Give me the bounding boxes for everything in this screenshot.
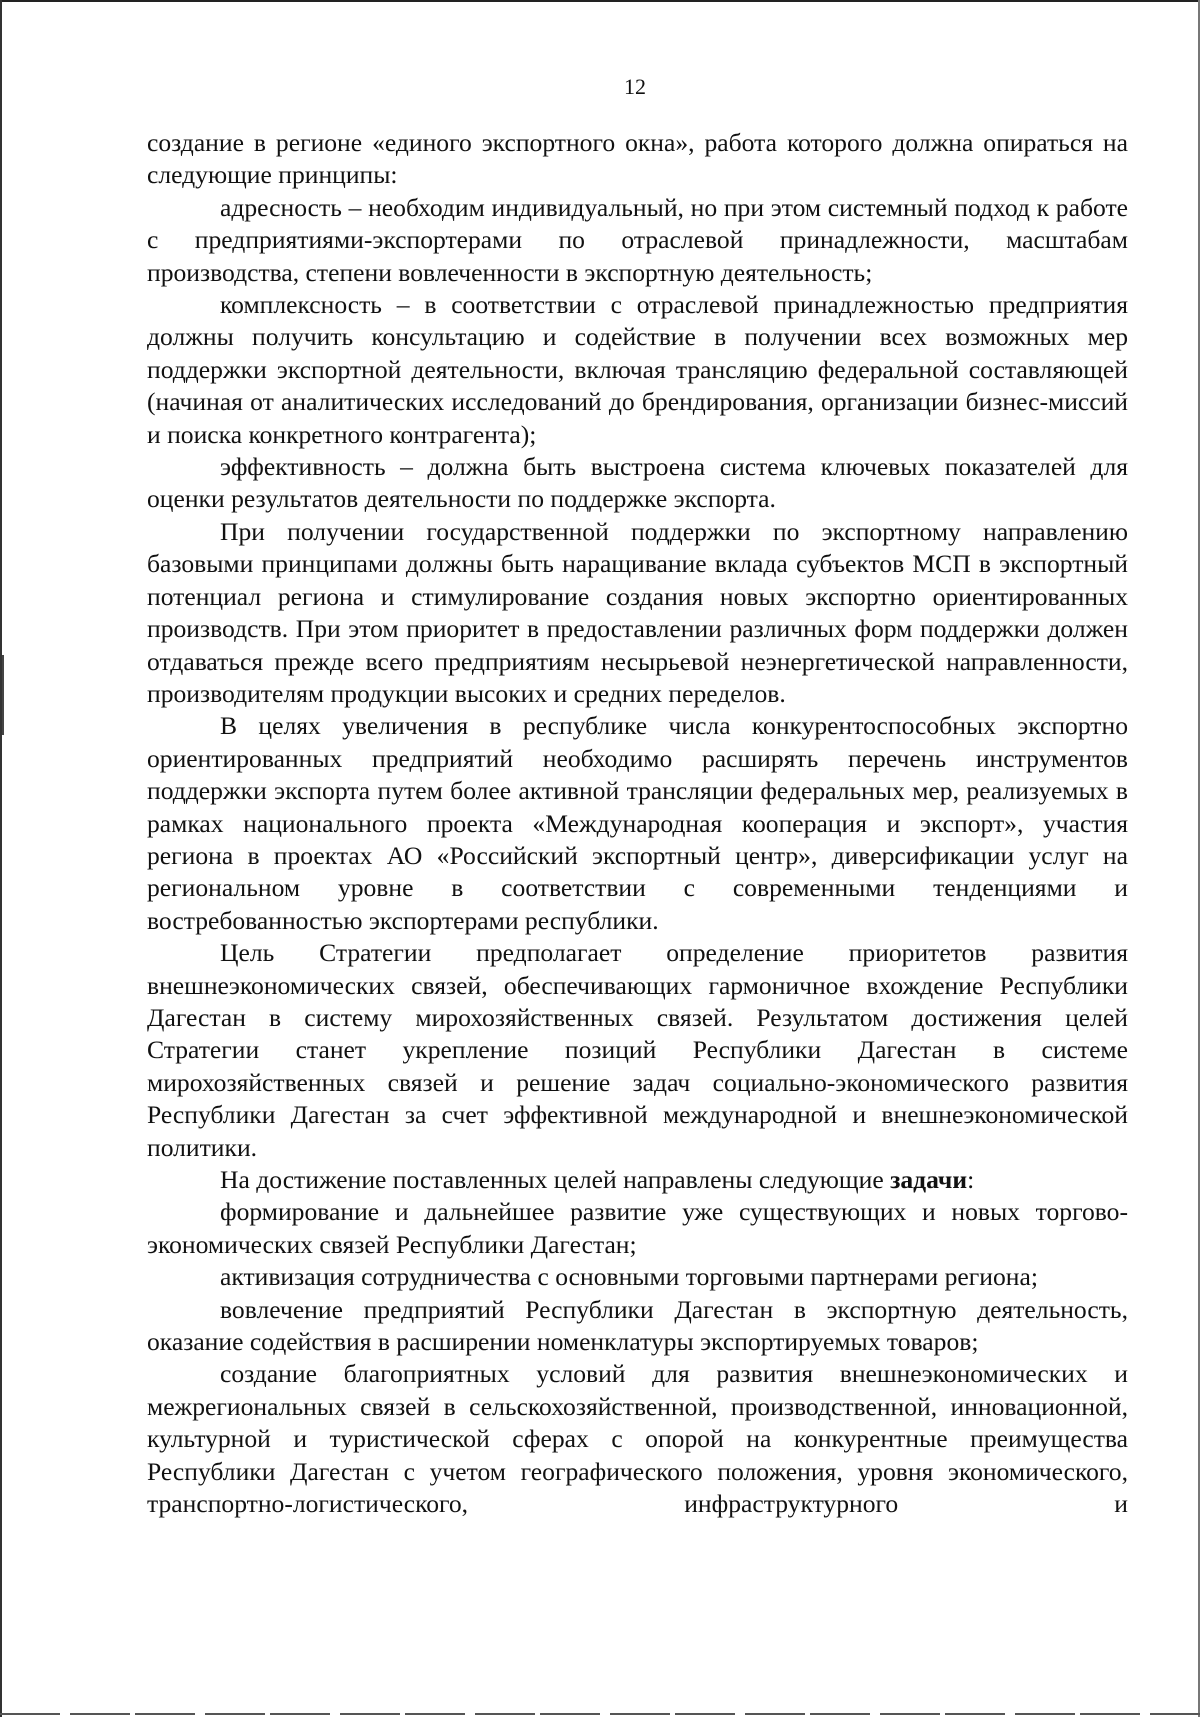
paragraph-export-tools: В целях увеличения в республике числа конкурентоспособных экспортно ориентированных предприятий необходимо расширять перечень инструментов поддержки экспорта путем более активной трансляции федеральных мер, реализуемых в рамках национального проекта «Международная кооперация и экспорт», участия региона в проектах АО «Российский экспортный центр», диверсификации услуг на региональном уровне в соответствии с современными тенденциями и востребованностью экспортерами республики. — [147, 711, 1128, 935]
scan-edge-left — [0, 0, 2, 1717]
page-number: 12 — [624, 74, 646, 99]
paragraph-strategy-goal: Цель Стратегии предполагает определение приоритетов развития внешнеэкономических связей, обеспечивающих гармоничное вхождение Республики Дагестан в систему мирохозяйственных связей. Результатом достижения целей Стратегии станет укрепление позиций Республики Дагестан в системе мирохозяйственных связей и решение задач социально-экономического развития Республики Дагестан за счет эффективной международной и внешнеэкономической политики. — [147, 938, 1128, 1162]
document-body — [147, 127, 1128, 1520]
scan-edge-bottom — [0, 1713, 1200, 1715]
paragraph-intro: создание в регионе «единого экспортного окна», работа которого должна опираться на следующие принципы: — [147, 128, 1128, 190]
scan-edge-top — [0, 0, 1200, 2]
tasks-intro-bold: задачи — [890, 1165, 968, 1194]
tasks-intro-text: На достижение поставленных целей направлены следующие — [220, 1165, 891, 1194]
task-item: вовлечение предприятий Республики Дагестан в экспортную деятельность, оказание содействия в расширении номенклатуры экспортируемых товаров; — [147, 1294, 1128, 1357]
task-item: активизация сотрудничества с основными торговыми партнерами региона; — [220, 1262, 1038, 1292]
paragraph-principle-efficiency: эффективность – должна быть выстроена система ключевых показателей для оценки результатов деятельности по поддержке экспорта. — [147, 452, 1128, 514]
paragraph-tasks-intro — [147, 1164, 1128, 1196]
tasks-intro-end: : — [967, 1165, 975, 1194]
task-item: формирование и дальнейшее развитие уже существующих и новых торгово-экономических связей Республики Дагестан; — [147, 1197, 1128, 1259]
scan-mark — [2, 655, 4, 735]
paragraph-principle-targeting: адресность – необходим индивидуальный, но при этом системный подход к работе с предприятиями-экспортерами по отраслевой принадлежности, масштабам производства, степени вовлеченности в экспортную деятельность; — [147, 192, 1128, 287]
paragraph-state-support: При получении государственной поддержки по экспортному направлению базовыми принципами должны быть наращивание вклада субъектов МСП в экспортный потенциал региона и стимулирование создания новых экспортно ориентированных производств. При этом приоритет в предоставлении различных форм поддержки должен отдаваться прежде всего предприятиям несырьевой неэнергетической направленности, производителям продукции высоких и средних переделов. — [147, 516, 1128, 708]
paragraph-principle-complexity: комплексность – в соответствии с отраслевой принадлежностью предприятия должны получить консультацию и содействие в получении всех возможных мер поддержки экспортной деятельности, включая трансляцию федеральной составляющей (начиная от аналитических исследований до брендирования, организации бизнес-миссий и поиска конкретного контрагента); — [147, 290, 1128, 449]
task-item: создание благоприятных условий для развития внешнеэкономических и межрегиональных связей в сельскохозяйственной, производственной, инновационной, культурной и туристической сферах с опорой на конкурентные преимущества Республики Дагестан с учетом географического положения, уровня экономического, транспортно-логистического, инфраструктурного и — [147, 1359, 1128, 1519]
